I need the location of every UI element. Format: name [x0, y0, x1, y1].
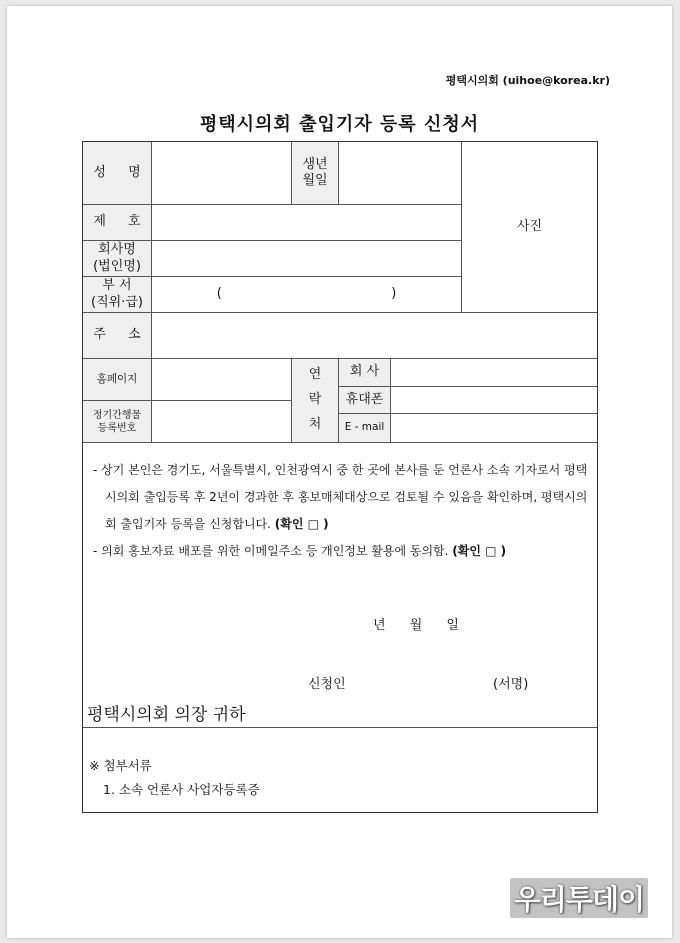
address-input[interactable] — [152, 313, 597, 358]
department-input[interactable]: ( ) — [216, 286, 397, 302]
homepage-input[interactable] — [152, 359, 291, 400]
confirm-checkbox-1[interactable]: (확인 □ ) — [274, 517, 329, 531]
contact-group-label: 연 락 처 — [292, 359, 338, 442]
periodical-registration-input[interactable] — [152, 401, 291, 442]
date-line[interactable]: 년 월 일 — [373, 618, 459, 633]
council-contact: 평택시의회 (uihoe@korea.kr) — [445, 74, 610, 87]
title-number-label: 제 호 — [83, 205, 151, 240]
company-input[interactable] — [152, 241, 461, 276]
attachment-item: 1. 소속 언론사 사업자등록증 — [103, 782, 260, 797]
title-number-input[interactable] — [152, 205, 461, 240]
watermark-text: 우리투데이 — [510, 878, 648, 918]
periodical-registration-label: 정기간행물 등록번호 — [83, 401, 151, 442]
email-input[interactable] — [391, 414, 597, 442]
company-phone-label: 회 사 — [339, 359, 390, 386]
confirm-checkbox-2[interactable]: (확인 □ ) — [452, 544, 507, 558]
name-label: 성 명 — [83, 142, 151, 204]
addressee: 평택시의회 의장 귀하 — [87, 705, 246, 725]
email-label: E - mail — [339, 414, 390, 442]
signature-label[interactable]: (서명) — [493, 677, 529, 692]
mobile-label: 휴대폰 — [339, 387, 390, 413]
birth-date-label: 생년 월일 — [292, 142, 338, 204]
applicant-label: 신청인 — [308, 677, 346, 692]
department-label: 부 서 (직위·급) — [83, 277, 151, 312]
address-label: 주 소 — [83, 313, 151, 358]
company-phone-input[interactable] — [391, 359, 597, 386]
consent-statement — [91, 457, 589, 565]
application-form-page — [7, 6, 672, 938]
mobile-input[interactable] — [391, 387, 597, 413]
eligibility-clause: - 상기 본인은 경기도, 서울특별시, 인천광역시 중 한 곳에 본사를 둔 언론사 소속 기자로서 평택시의회 출입등록 후 2년이 경과한 후 홍보매체대상으로 검토될 수 있음을 확인하며, 평택시의회 출입기자 등록을 신청합니다. — [93, 463, 588, 531]
homepage-label: 홈페이지 — [83, 359, 151, 400]
birth-date-input[interactable] — [339, 142, 461, 204]
photo-area: 사진 — [516, 218, 543, 234]
publisher-watermark — [510, 878, 648, 918]
form-title: 평택시의회 출입기자 등록 신청서 — [199, 114, 480, 135]
registration-form-table — [82, 141, 598, 813]
name-input[interactable] — [152, 142, 291, 204]
privacy-consent-clause: - 의회 홍보자료 배포를 위한 이메일주소 등 개인정보 활용에 동의함. — [93, 544, 449, 558]
company-label: 회사명 (법인명) — [83, 241, 151, 276]
attachments-heading: ※ 첨부서류 — [89, 758, 152, 773]
